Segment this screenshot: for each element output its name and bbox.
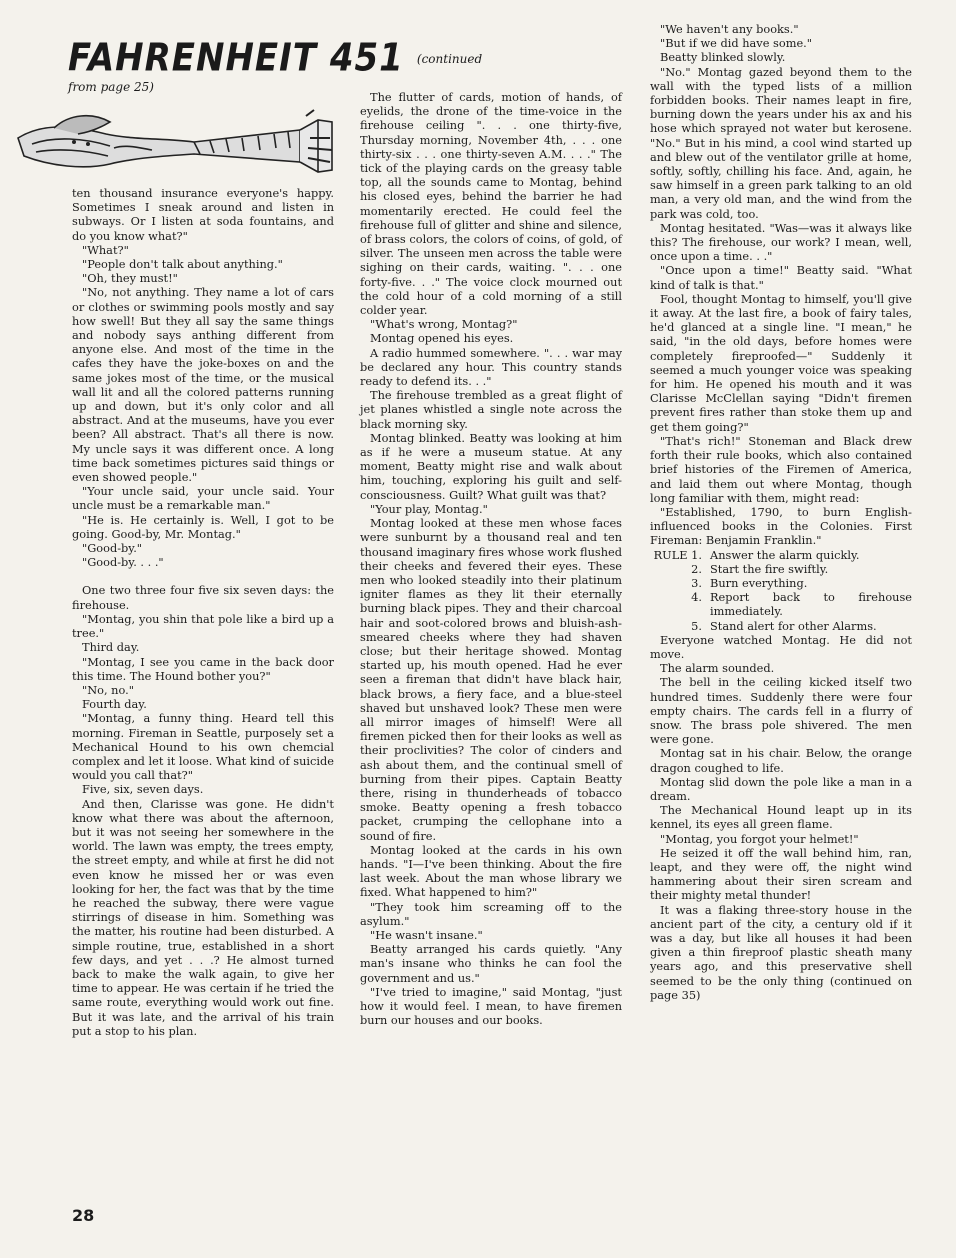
paragraph: "Your uncle said, your uncle said. Your uncle must be a remarkable man."	[72, 484, 334, 513]
paragraph: The flutter of cards, motion of hands, of eyelids, the drone of the time-voice in the firehouse ceiling ". . . one thirty-five, Thursday morning, November 4th, . . . one thirty-six . . . one thirty-seven A.M. . . ." The tick of the playing cards on the greasy table top, all the sounds came to Montag, behind his closed eyes, behind the barrier he had momentarily erected. He could feel the firehouse full of glitter and shine and silence, of brass colors, the colors of coins, of gold, of silver. The unseen men across the table were sighing on their cards, waiting. ". . . one forty-five. . ." The voice clock mourned out the cold hour of a cold morning of a still colder year.	[360, 90, 622, 318]
paragraph: Montag looked at the cards in his own hands. "I—I've been thinking. About the fire last week. About the man whose library we fixed. What happened to him?"	[360, 842, 622, 900]
text-column-3	[650, 22, 912, 1002]
paragraph: Montag looked at these men whose faces were sunburnt by a thousand real and ten thousand imaginary fires whose work flushed their cheeks and fevered their eyes. These men who looked steadily into their platinum igniter flames as they lit their eternally burning black pipes. They and their charcoal hair and soot-colored brows and bluish-ash-smeared cheeks where they had shaven close; but their heritage showed. Montag started up, his mouth opened. Had he ever seen a fireman that didn't have black hair, black brows, a fiery face, and a blue-steel shaved but unshaved look? These men were all mirror images of himself! Were all firemen picked then for their looks as well as their proclivities? The color of cinders and ash about them, and the continual smell of burning from their pipes. Captain Beatty there, rising in thunderheads of tobacco smoke. Beatty opening a fresh tobacco packet, crumping the cellophane into a sound of fire.	[360, 516, 622, 843]
rule-number: 2.	[691, 561, 702, 576]
paragraph: The Mechanical Hound leapt up in its kennel, its eyes all green flame.	[650, 803, 912, 832]
paragraph: A radio hummed somewhere. ". . . war may be declared any hour. This country stands ready to defend its. . ."	[360, 345, 622, 389]
rule-number: 4.	[691, 590, 702, 605]
paragraph: "That's rich!" Stoneman and Black drew forth their rule books, which also contained brief histories of the Firemen of America, and laid them out where Montag, though long familiar with them, might read:	[650, 433, 912, 505]
paragraph: Montag blinked. Beatty was looking at him as if he were a museum statue. At any moment, Beatty might rise and walk about him, touching, exploring his guilt and self-consciousness. Guilt? What guilt was that?	[360, 430, 622, 502]
fireman-rules-list	[650, 548, 912, 633]
rule-text: Stand alert for other Alarms.	[710, 618, 877, 633]
paragraph: "We haven't any books."	[660, 22, 799, 36]
paragraph: "No." Montag gazed beyond them to the wall with the typed lists of a million forbidden books. Their names leapt in fire, burning down the years under his ax and his hose which sprayed not water but kerosene. "No." But in his mind, a cool wind started up and blew out of the ventilator grille at home, softly, softly, chilling his face. And, again, he saw himself in a green park talking to an old man, a very old man, and the wind from the park was cold, too.	[650, 64, 912, 221]
paragraph: "He is. He certainly is. Well, I got to be going. Good-by, Mr. Montag."	[72, 512, 334, 541]
paragraph: It was a flaking three-story house in the ancient part of the city, a century old if it was a day, but like all houses it had been given a thin fireproof plastic sheath many years ago, and this preservative shell seemed to be the only thing (continued on page 35)	[650, 902, 912, 1002]
paragraph: Fourth day.	[82, 697, 147, 712]
rule-text: Burn everything.	[710, 575, 808, 590]
paragraph: Everyone watched Montag. He did not move.	[650, 632, 912, 661]
paragraph: And then, Clarisse was gone. He didn't know what there was about the afternoon, but it was not seeing her somewhere in the world. The lawn was empty, the trees empty, the street empty, and while at first he did not even know he missed her or was even looking for her, the fact was that by the time he reached the subway, there were vague stirrings of disease in him. Something was the matter, his routine had been disturbed. A simple routine, true, established in a short few days, and yet . . .? He almost turned back to make the walk again, to give her time to appear. He was certain if he tried the same route, everything would work out fine. But it was late, and the arrival of his train put a stop to his plan.	[72, 796, 334, 1038]
rule-item	[650, 576, 912, 590]
paragraph: Montag sat in his chair. Below, the orange dragon coughed to life.	[650, 746, 912, 775]
paragraph: The bell in the ceiling kicked itself two hundred times. Suddenly there were four empty chairs. The cards fell in a flurry of snow. The brass pole shivered. The men were gone.	[650, 675, 912, 747]
paragraph: Montag hesitated. "Was—was it always like this? The firehouse, our work? I mean, well, once upon a time. . ."	[650, 220, 912, 264]
paragraph: Five, six, seven days.	[82, 782, 204, 797]
paragraph: "What's wrong, Montag?"	[370, 317, 518, 332]
paragraph: "No, no."	[82, 682, 134, 697]
rule-number: 3.	[691, 575, 702, 590]
paragraph: He seized it off the wall behind him, ran, leapt, and they were off, the night wind hammering about their siren scream and their mighty metal thunder!	[650, 845, 912, 903]
paragraph: "He wasn't insane."	[370, 927, 483, 942]
rule-item	[650, 562, 912, 576]
paragraph: "Good-by. . . ."	[82, 555, 164, 570]
article-title: FAHRENHEIT 451	[68, 35, 404, 81]
rule-text: Answer the alarm quickly.	[710, 547, 860, 562]
fireman-horn-illustration	[14, 108, 336, 180]
paragraph: "Montag, I see you came in the back door this time. The Hound bother you?"	[72, 654, 334, 683]
paragraph: "People don't talk about anything."	[82, 257, 283, 272]
paragraph: Beatty arranged his cards quietly. "Any man's insane who thinks he can fool the government and us."	[360, 942, 622, 985]
rule-text: Start the fire swiftly.	[710, 561, 829, 576]
paragraph: "Oh, they must!"	[82, 271, 178, 286]
paragraph: "Montag, a funny thing. Heard tell this morning. Fireman in Seattle, purposely set a Mechanical Hound to his own chemcial complex and let it loose. What kind of suicide would you call that?"	[72, 711, 334, 783]
paragraph: "Established, 1790, to burn English-influenced books in the Colonies. First Fireman: Benjamin Franklin."	[650, 504, 912, 548]
paragraph: "Montag, you shin that pole like a bird up a tree."	[72, 611, 334, 641]
paragraph: Montag opened his eyes.	[370, 331, 514, 346]
rule-item	[650, 590, 912, 618]
paragraph: "But if we did have some."	[660, 36, 812, 51]
continued-note: (continued from page 25)	[68, 52, 483, 94]
text-column-1	[72, 186, 334, 1038]
rule-text: Report back to firehouse immediately.	[710, 590, 912, 619]
paragraph: "No, not anything. They name a lot of cars or clothes or swimming pools mostly and say how swell! But they all say the same things and nobody says anthing different from anyone else. And most of the time in the cafes they have the joke-boxes on and the same jokes most of the time, or the musical wall lit and all the colored patterns running up and down, but it's only color and all abstract. And at the museums, have you ever been? All abstract. That's all there is now. My uncle says it was different once. A long time back sometimes pictures said things or even showed people."	[72, 285, 334, 485]
paragraph: "Montag, you forgot your helmet!"	[660, 831, 859, 846]
paragraph: The firehouse trembled as a great flight of jet planes whistled a single note across the black morning sky.	[360, 388, 622, 431]
paragraph: "Your play, Montag."	[370, 501, 488, 516]
paragraph: "I've tried to imagine," said Montag, "just how it would feel. I mean, to have firemen burn our houses and our books.	[360, 984, 622, 1028]
paragraph: "They took him screaming off to the asylum."	[360, 899, 622, 928]
article-header	[68, 35, 488, 94]
paragraph: One two three four five six seven days: the firehouse.	[72, 583, 334, 612]
rule-number: 5.	[691, 618, 702, 633]
rule-number: RULE 1.	[653, 547, 702, 562]
paragraph: Montag slid down the pole like a man in a dream.	[650, 774, 912, 803]
paragraph: The alarm sounded.	[660, 661, 775, 676]
paragraph: "What?"	[82, 242, 129, 257]
rule-item	[650, 619, 912, 633]
paragraph: Third day.	[82, 640, 140, 655]
paragraph: Fool, thought Montag to himself, you'll give it away. At the last fire, a book of fairy tales, he'd glanced at a single line. "I mean," he said, "in the old days, before homes were completely fireproofed—" Suddenly it seemed a much younger voice was speaking for him. He opened his mouth and it was Clarisse McClellan saying "Didn't firemen prevent fires rather than stoke them up and get them going?"	[650, 291, 912, 434]
text-column-2	[360, 90, 622, 1027]
paragraph: "Good-by."	[82, 541, 143, 556]
paragraph: ten thousand insurance everyone's happy. Sometimes I sneak around and listen in subways. Or I listen at soda fountains, and do you know what?"	[72, 186, 334, 243]
page-number: 28	[72, 1206, 95, 1225]
rule-item	[650, 548, 912, 562]
paragraph: Beatty blinked slowly.	[660, 50, 786, 65]
paragraph: "Once upon a time!" Beatty said. "What kind of talk is that."	[650, 263, 912, 292]
